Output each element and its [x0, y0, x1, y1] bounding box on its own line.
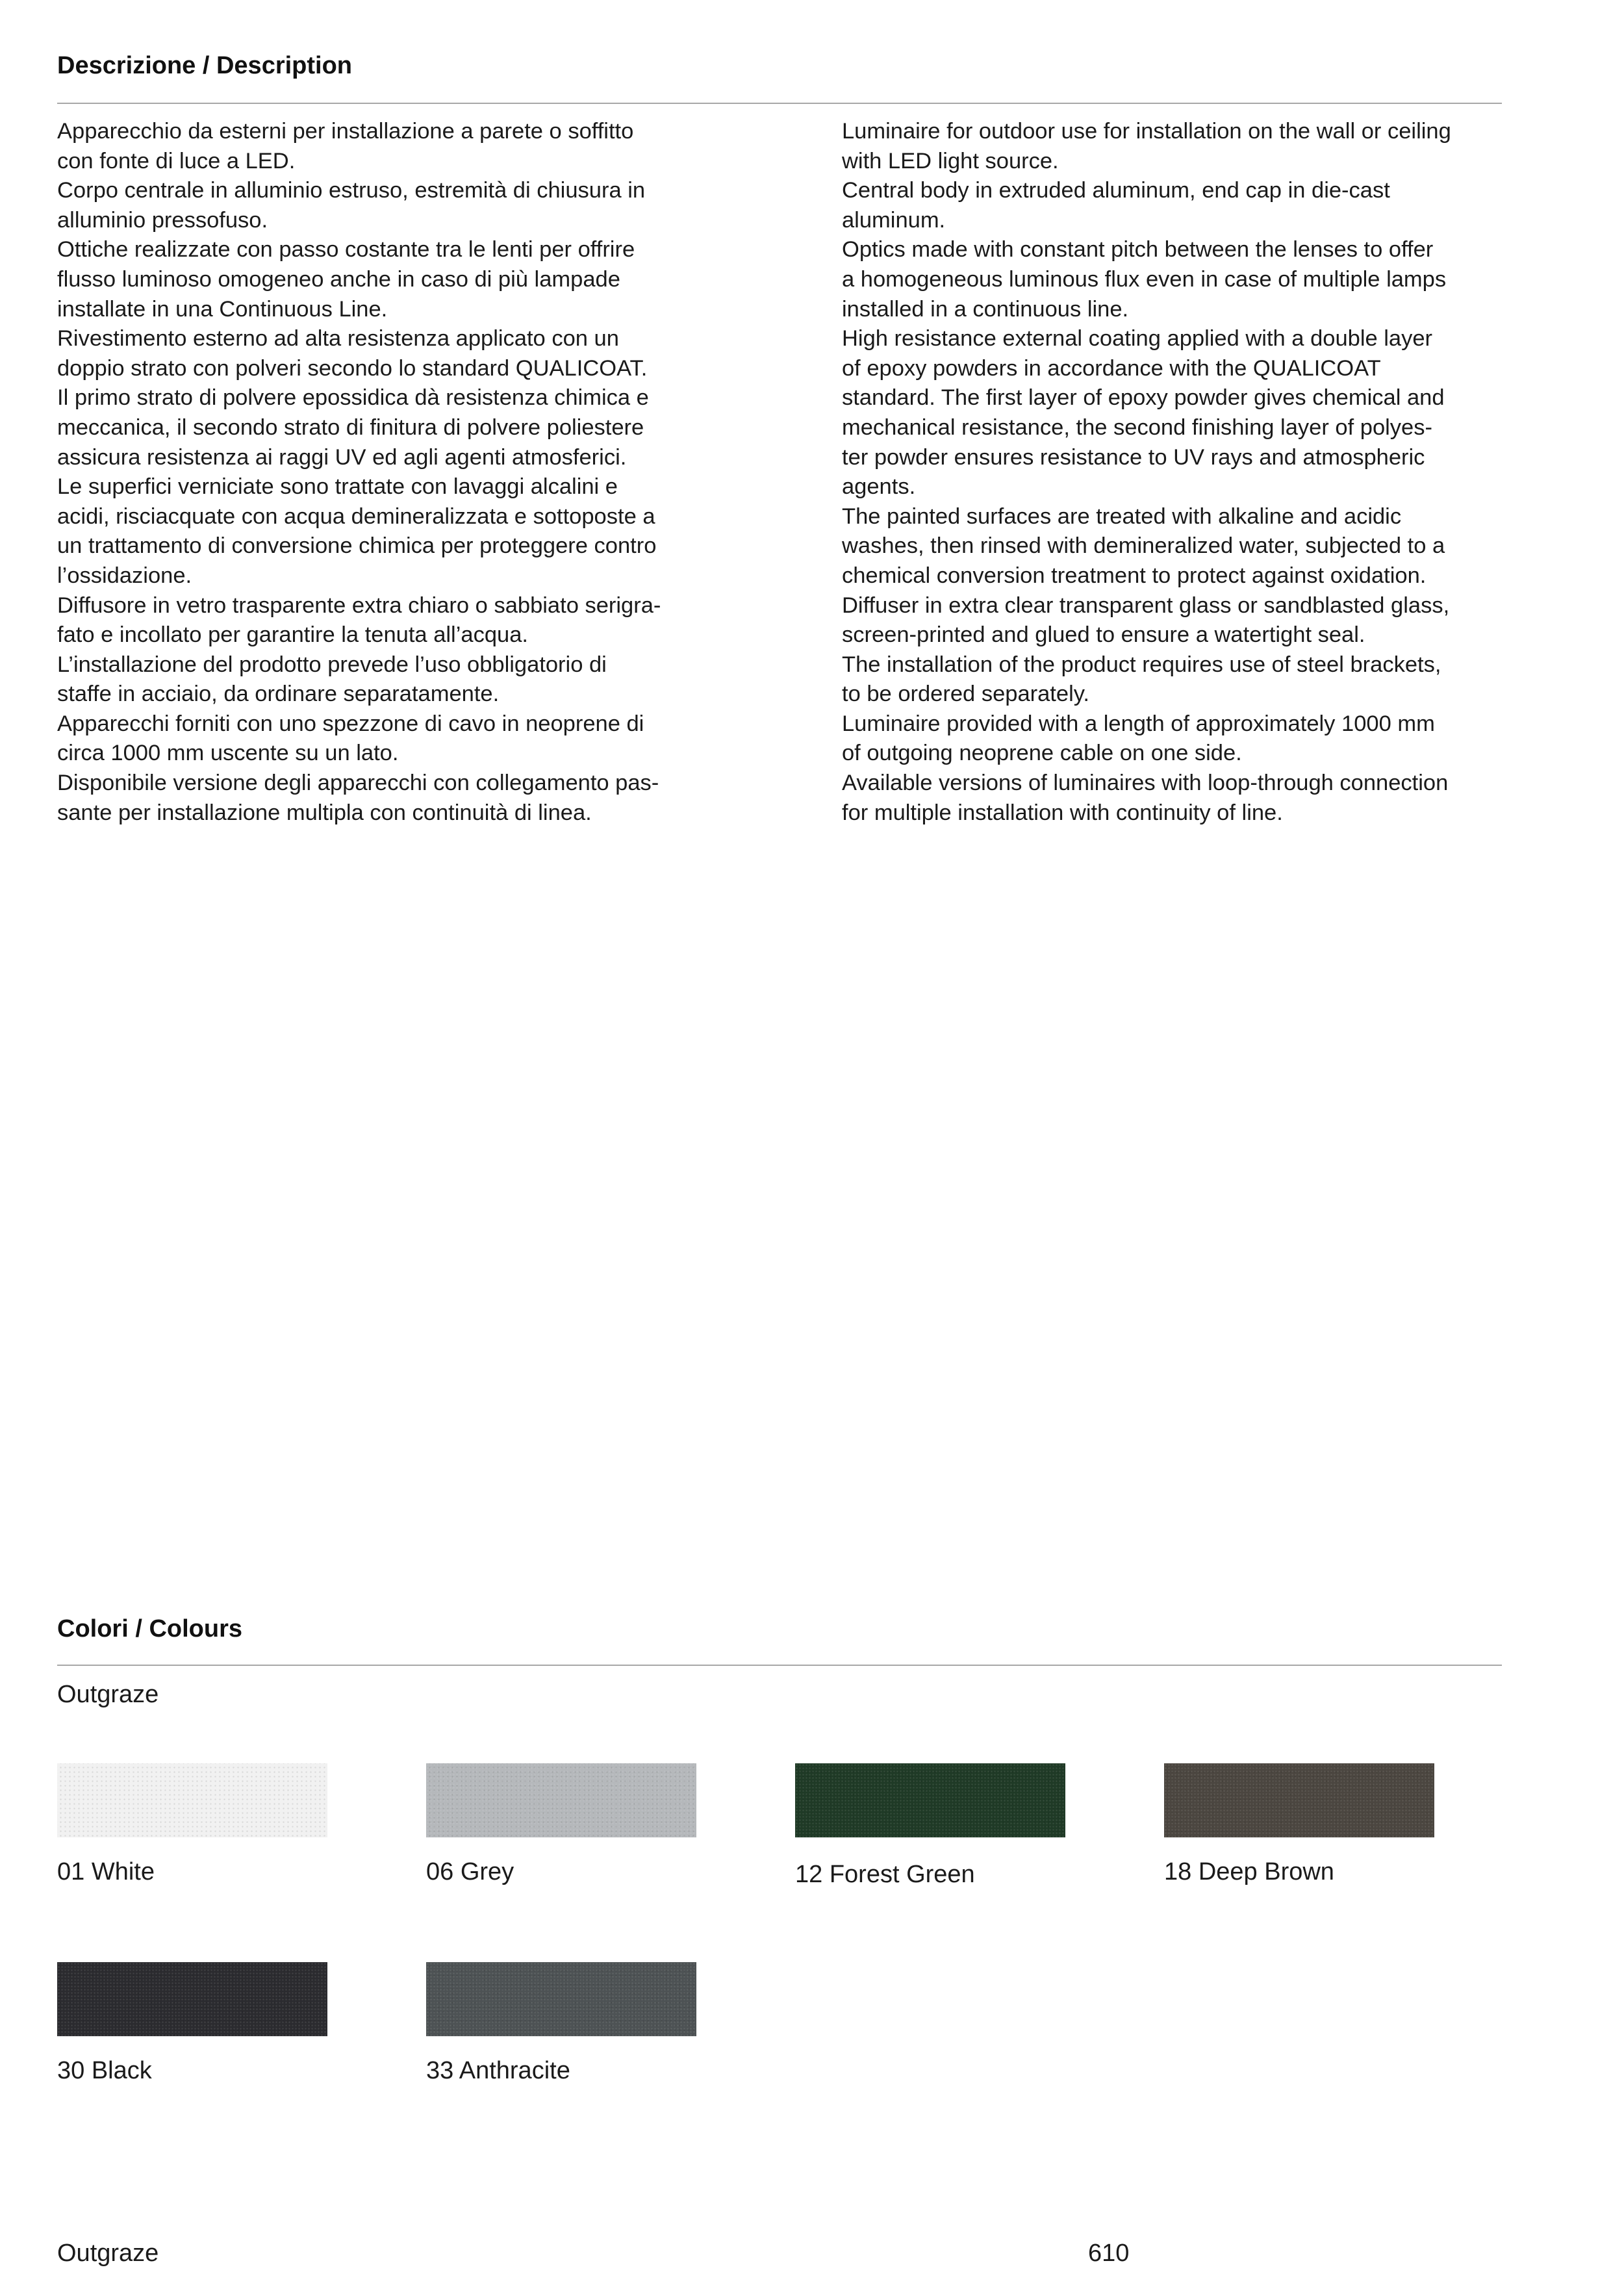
english-line: to be ordered separately.	[842, 682, 1090, 707]
colour-swatch	[426, 1763, 696, 1837]
swatch-anthracite	[426, 1962, 696, 2084]
colour-swatch	[1164, 1763, 1434, 1837]
italian-line: staffe in acciaio, da ordinare separatamente.	[57, 682, 500, 707]
colours-subtitle: Outgraze	[57, 1681, 159, 1708]
italian-line: alluminio pressofuso.	[57, 207, 268, 233]
italian-line: L’installazione del prodotto prevede l’uso obbligatorio di	[57, 652, 607, 677]
colour-swatch	[57, 1962, 327, 2036]
italian-line: Apparecchio da esterni per installazione a parete o soffitto	[57, 119, 634, 144]
colours-divider	[57, 1665, 1502, 1666]
english-line: agents.	[842, 474, 916, 500]
swatch-label: 33 Anthracite	[426, 2057, 570, 2084]
italian-line: Corpo centrale in alluminio estruso, estremità di chiusura in	[57, 178, 646, 203]
italian-line: flusso luminoso omogeneo anche in caso di più lampade	[57, 266, 620, 292]
swatch-white	[57, 1763, 327, 1885]
colour-swatch	[795, 1763, 1065, 1837]
italian-line: Le superfici verniciate sono trattate con lavaggi alcalini e	[57, 474, 618, 500]
english-line: washes, then rinsed with demineralized water, subjected to a	[842, 533, 1445, 559]
description-english	[842, 117, 1517, 828]
english-line: ter powder ensures resistance to UV rays and atmospheric	[842, 444, 1425, 470]
swatch-label: 01 White	[57, 1858, 155, 1885]
swatch-label: 06 Grey	[426, 1858, 514, 1885]
description-divider	[57, 103, 1502, 104]
page-number: 610	[1088, 2240, 1130, 2267]
italian-line: doppio strato con polveri secondo lo standard QUALICOAT.	[57, 355, 648, 381]
italian-line: Diffusore in vetro trasparente extra chiaro o sabbiato serigra-	[57, 593, 661, 618]
swatch-deep-brown	[1164, 1763, 1434, 1885]
colour-swatch	[57, 1763, 327, 1837]
swatch-label: 30 Black	[57, 2057, 152, 2084]
italian-line: acidi, risciacquate con acqua demineralizzata e sottoposte a	[57, 504, 655, 529]
english-line: Available versions of luminaires with loop-through connection	[842, 771, 1449, 796]
english-line: The installation of the product requires use of steel brackets,	[842, 652, 1441, 677]
english-line: High resistance external coating applied with a double layer	[842, 326, 1433, 351]
swatch-forest-green	[795, 1763, 1065, 1888]
italian-line: Il primo strato di polvere epossidica dà resistenza chimica e	[57, 385, 649, 411]
english-line: Optics made with constant pitch between the lenses to offer	[842, 237, 1434, 262]
english-line: mechanical resistance, the second finishing layer of polyes-	[842, 415, 1432, 440]
english-line: aluminum.	[842, 207, 946, 233]
colour-swatch	[426, 1962, 696, 2036]
italian-line: Rivestimento esterno ad alta resistenza applicato con un	[57, 326, 619, 351]
description-italian	[57, 117, 746, 828]
swatch-label: 12 Forest Green	[795, 1861, 975, 1888]
swatch-black	[57, 1962, 327, 2084]
italian-line: fato e incollato per garantire la tenuta all’acqua.	[57, 622, 528, 648]
swatch-grey	[426, 1763, 696, 1885]
italian-line: l’ossidazione.	[57, 563, 192, 588]
english-line: The painted surfaces are treated with alkaline and acidic	[842, 504, 1402, 529]
italian-line: assicura resistenza ai raggi UV ed agli agenti atmosferici.	[57, 444, 627, 470]
italian-line: installate in una Continuous Line.	[57, 296, 388, 322]
italian-line: circa 1000 mm uscente su un lato.	[57, 741, 399, 766]
english-line: installed in a continuous line.	[842, 296, 1129, 322]
english-line: chemical conversion treatment to protect against oxidation.	[842, 563, 1427, 588]
english-line: a homogeneous luminous flux even in case of multiple lamps	[842, 266, 1447, 292]
english-line: of epoxy powders in accordance with the QUALICOAT	[842, 355, 1381, 381]
english-line: screen-printed and glued to ensure a watertight seal.	[842, 622, 1365, 648]
italian-line: Disponibile versione degli apparecchi con collegamento pas-	[57, 771, 659, 796]
description-title: Descrizione / Description	[57, 52, 353, 79]
english-line: standard. The first layer of epoxy powder gives chemical and	[842, 385, 1445, 411]
english-line: Luminaire provided with a length of approximately 1000 mm	[842, 711, 1435, 736]
colours-title: Colori / Colours	[57, 1615, 242, 1642]
italian-line: un trattamento di conversione chimica per proteggere contro	[57, 533, 657, 559]
english-line: Central body in extruded aluminum, end cap in die-cast	[842, 178, 1390, 203]
footer-product-name: Outgraze	[57, 2240, 159, 2267]
english-line: with LED light source.	[842, 148, 1059, 173]
italian-line: meccanica, il secondo strato di finitura di polvere poliestere	[57, 415, 644, 440]
italian-line: sante per installazione multipla con continuità di linea.	[57, 800, 592, 825]
italian-line: Apparecchi forniti con uno spezzone di cavo in neoprene di	[57, 711, 644, 736]
swatch-label: 18 Deep Brown	[1164, 1858, 1334, 1885]
italian-line: con fonte di luce a LED.	[57, 148, 296, 173]
italian-line: Ottiche realizzate con passo costante tra le lenti per offrire	[57, 237, 635, 262]
english-line: for multiple installation with continuity of line.	[842, 800, 1283, 825]
english-line: Diffuser in extra clear transparent glass or sandblasted glass,	[842, 593, 1450, 618]
english-line: of outgoing neoprene cable on one side.	[842, 741, 1242, 766]
english-line: Luminaire for outdoor use for installation on the wall or ceiling	[842, 119, 1451, 144]
